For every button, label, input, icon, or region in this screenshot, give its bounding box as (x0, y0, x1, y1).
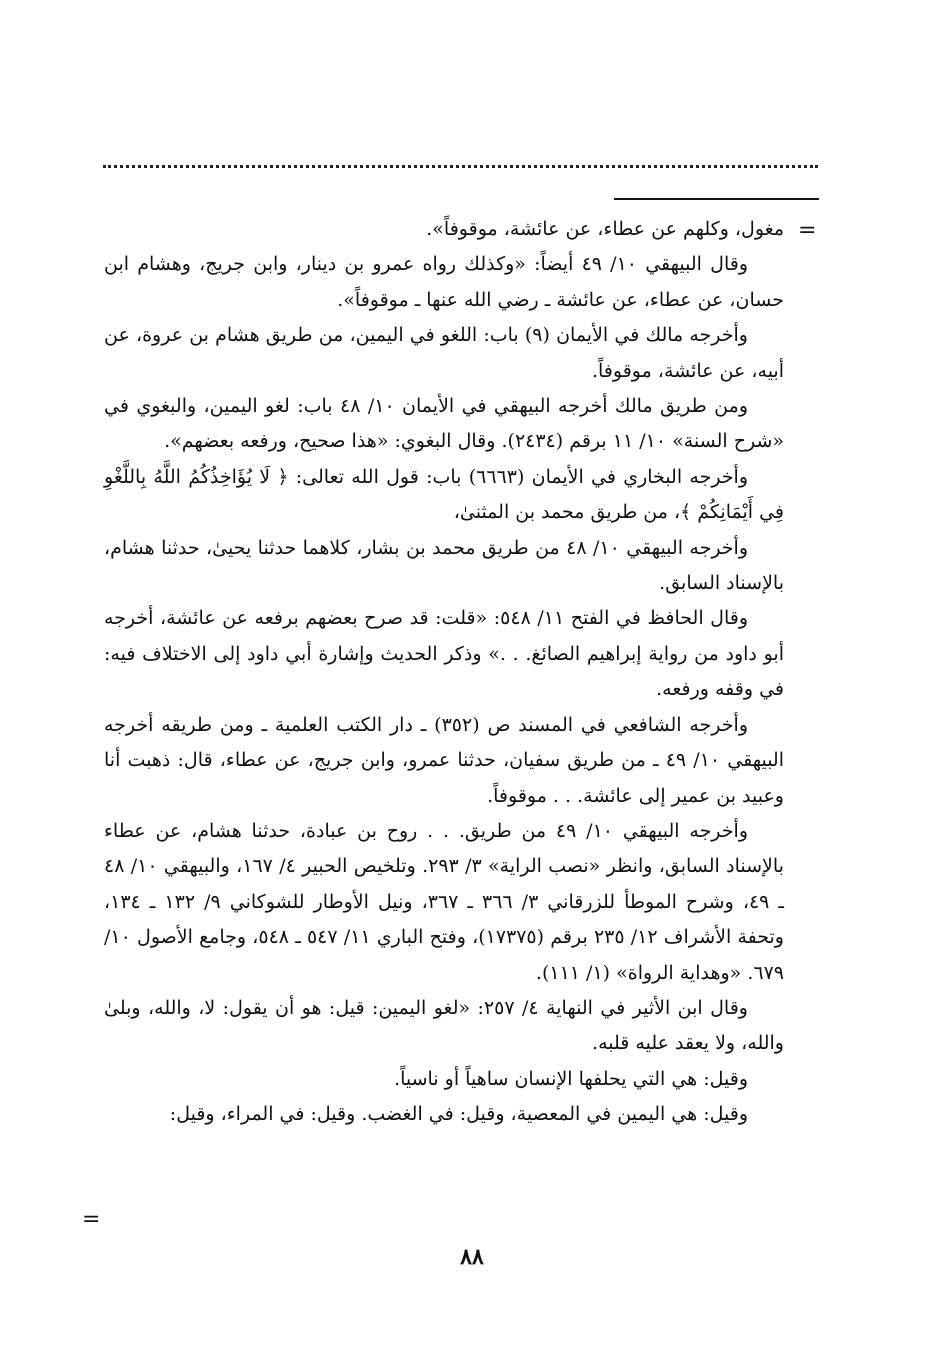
continuation-marker-start: = (798, 218, 817, 243)
paragraph-3: وأخرجه مالك في الأيمان (٩) باب: اللغو في اليمين، من طريق هشام بن عروة، عن أبيه، عن عائشة، موقوفاً. (104, 324, 784, 382)
paragraph-12: وقيل: هي اليمين في المعصية، وقيل: في الغضب. وقيل: في المراء، وقيل: (169, 1103, 748, 1126)
paragraph-8: وأخرجه الشافعي في المسند ص (٣٥٢) ـ دار الكتب العلمية ـ ومن طريقه أخرجه البيهقي ١٠/ ٤٩ ـ من طريق سفيان، حدثنا عمرو، وابن جريج، عن عطاء، قال: ذهبت أنا وعبيد بن عمير إلى عائشة. . . موقوفاً. (104, 713, 785, 807)
paragraph-11: وقيل: هي التي يحلفها الإنسان ساهياً أو ناسياً. (394, 1067, 748, 1090)
separator-dotted-rule (103, 165, 818, 168)
paragraph-1: مغول، وكلهم عن عطاء، عن عائشة، موقوفاً». (426, 218, 784, 240)
continuation-marker-end: = (82, 1207, 101, 1232)
paragraph-2: وقال البيهقي ١٠/ ٤٩ أيضاً: «وكذلك رواه عمرو بن دينار، وابن جريج، وهشام ابن حسان، عن عطاء، عن عائشة ـ رضي الله عنها ـ موقوفاً». (104, 253, 784, 311)
paragraph-7: وقال الحافظ في الفتح ١١/ ٥٤٨: «قلت: قد صرح بعضهم برفعه عن عائشة، أخرجه أبو داود من رواية إبراهيم الصائغ. . .» وذكر الحديث وإشارة أبي داود إلى الاختلاف فيه: في وقفه ورفعه. (104, 607, 784, 701)
page-number: ٨٨ (460, 1244, 484, 1270)
paragraph-9: وأخرجه البيهقي ١٠/ ٤٩ من طريق. . . روح بن عبادة، حدثنا هشام، عن عطاء بالإسناد السابق، وانظر «نصب الراية» ٣/ ٢٩٣. وتلخيص الحبير ٤/ ١٦٧، والبيهقي ١٠/ ٤٨ ـ ٤٩، وشرح الموطأ للزرقاني ٣/ ٣٦٦ ـ ٣٦٧، ونيل الأوطار للشوكاني ٩/ ١٣٢ ـ ١٣٤، وتحفة الأشراف ١٢/ ٢٣٥ برقم (١٧٣٧٥)، وفتح الباري ١١/ ٥٤٧ ـ ٥٤٨، وجامع الأصول ١٠/ ٦٧٩. «وهداية الرواة» (١/ ١١١). (104, 819, 784, 984)
footnote-text (104, 212, 784, 1133)
paragraph-4: ومن طريق مالك أخرجه البيهقي في الأيمان ١٠/ ٤٨ باب: لغو اليمين، والبغوي في «شرح السنة» ١٠/ ١١ برقم (٢٤٣٤). وقال البغوي: «هذا صحيح، ورفعه بعضهم». (104, 395, 784, 453)
footnote-rule (614, 198, 819, 200)
paragraph-10: وقال ابن الأثير في النهاية ٤/ ٢٥٧: «لغو اليمين: قيل: هو أن يقول: لا، والله، وبلىٰ والله، ولا يعقد عليه قلبه. (104, 996, 784, 1055)
paragraph-5: وأخرجه البخاري في الأيمان (٦٦٦٣) باب: قول الله تعالى: ﴿ لَا يُؤَاخِذُكُمُ اللَّهُ بِاللَّغْوِ فِي أَيْمَانِكُمْ ﴾، من طريق محمد بن المثنىٰ، (104, 465, 784, 524)
paragraph-6: وأخرجه البيهقي ١٠/ ٤٨ من طريق محمد بن بشار، كلاهما حدثنا يحيىٰ، حدثنا هشام، بالإسناد السابق. (104, 536, 784, 595)
